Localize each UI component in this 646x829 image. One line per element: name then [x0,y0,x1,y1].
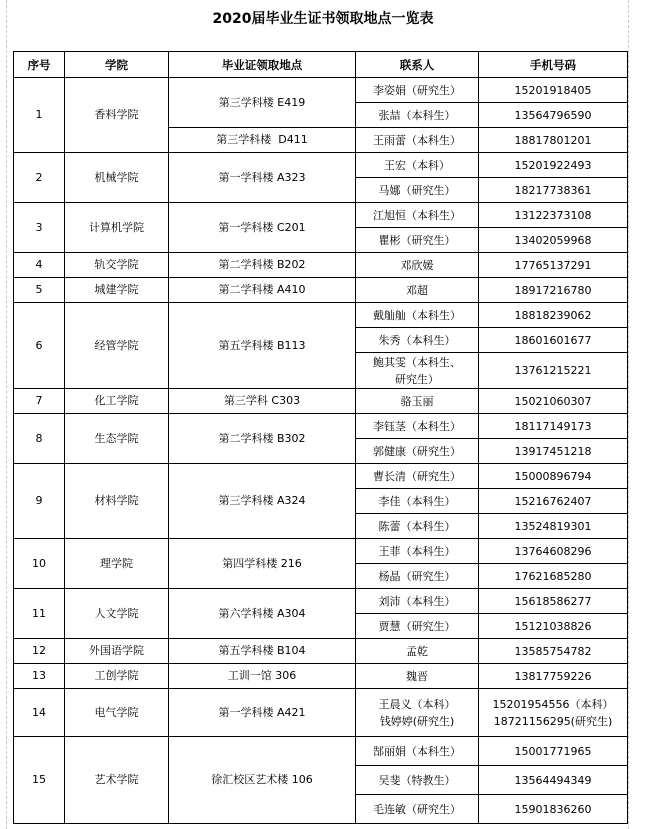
cell-phone: 13761215221 [479,353,628,389]
table-row [14,464,628,489]
cell-phone: 13917451218 [479,439,628,464]
table-row [14,689,628,737]
table-row [14,153,628,178]
cell-no: 15 [14,737,65,824]
cell-college: 工创学院 [65,664,169,689]
cell-no: 14 [14,689,65,737]
cell-college: 经管学院 [65,303,169,389]
cell-contact: 李佳（本科生） [356,489,479,514]
cell-phone: 18917216780 [479,278,628,303]
cell-location: 第三学科 C303 [169,389,356,414]
cell-location: 第三学科楼 A324 [169,464,356,539]
cell-phone: 17621685280 [479,564,628,589]
table-row [14,737,628,766]
table-row [14,639,628,664]
cell-contact: 江旭恒（本科生） [356,203,479,228]
cell-location: 第二学科楼 B302 [169,414,356,464]
cell-contact: 王菲（本科生） [356,539,479,564]
cell-college: 轨交学院 [65,253,169,278]
cell-contact: 李姿娟（研究生） [356,78,479,103]
cell-no: 3 [14,203,65,253]
cell-phone: 18117149173 [479,414,628,439]
table-row [14,389,628,414]
cell-no: 11 [14,589,65,639]
cell-phone: 13122373108 [479,203,628,228]
cell-no: 8 [14,414,65,464]
cell-phone: 13402059968 [479,228,628,253]
cell-phone: 15201918405 [479,78,628,103]
cell-phone: 15201922493 [479,153,628,178]
cell-location: 第六学科楼 A304 [169,589,356,639]
header-no: 序号 [14,52,65,78]
cell-location: 第三学科楼 D411 [169,128,356,153]
cell-contact: 鲍其雯（本科生、 研究生） [356,353,479,389]
cell-contact: 毛连敏（研究生） [356,795,479,824]
cell-contact: 贾慧（研究生） [356,614,479,639]
cell-contact: 朱秀（本科生） [356,328,479,353]
cell-college: 机械学院 [65,153,169,203]
cell-phone: 13817759226 [479,664,628,689]
cell-location: 第二学科楼 A410 [169,278,356,303]
cell-phone: 15201954556（本科） 18721156295(研究生) [479,689,628,737]
cell-contact: 马娜（研究生） [356,178,479,203]
cell-contact: 王宏（本科） [356,153,479,178]
cell-contact: 瞿彬（研究生） [356,228,479,253]
cell-contact: 王晨义（本科） 钱婷婷(研究生) [356,689,479,737]
cell-phone: 15001771965 [479,737,628,766]
cell-college: 计算机学院 [65,203,169,253]
cell-location: 第四学科楼 216 [169,539,356,589]
cell-no: 13 [14,664,65,689]
cell-college: 电气学院 [65,689,169,737]
cell-contact: 刘沛（本科生） [356,589,479,614]
cell-no: 10 [14,539,65,589]
cell-phone: 15121038826 [479,614,628,639]
header-contact: 联系人 [356,52,479,78]
cell-phone: 15618586277 [479,589,628,614]
cell-contact: 王雨蕾（本科生） [356,128,479,153]
cell-college: 材料学院 [65,464,169,539]
cell-contact: 杨晶（研究生） [356,564,479,589]
cell-phone: 13585754782 [479,639,628,664]
cell-phone: 15000896794 [479,464,628,489]
cell-location: 第一学科楼 A323 [169,153,356,203]
cell-phone: 18217738361 [479,178,628,203]
cell-location: 第二学科楼 B202 [169,253,356,278]
cell-no: 6 [14,303,65,389]
cell-no: 9 [14,464,65,539]
cell-no: 5 [14,278,65,303]
cell-contact: 邓超 [356,278,479,303]
table-row [14,78,628,103]
cell-no: 7 [14,389,65,414]
cell-college: 生态学院 [65,414,169,464]
cell-phone: 13564494349 [479,766,628,795]
cell-college: 人文学院 [65,589,169,639]
cell-location: 工训一馆 306 [169,664,356,689]
page-title: 2020届毕业生证书领取地点一览表 [212,11,434,27]
table-row [14,278,628,303]
cell-contact: 戴舢舢（本科生） [356,303,479,328]
cell-phone: 18601601677 [479,328,628,353]
cell-phone: 18817801201 [479,128,628,153]
cell-phone: 15021060307 [479,389,628,414]
cell-contact: 吴斐（特教生） [356,766,479,795]
cell-location: 第一学科楼 A421 [169,689,356,737]
header-row [14,52,628,78]
table-row [14,203,628,228]
cell-phone: 13764608296 [479,539,628,564]
table-row [14,539,628,564]
cell-phone: 15216762407 [479,489,628,514]
cell-college: 城建学院 [65,278,169,303]
cell-location: 第三学科楼 E419 [169,78,356,128]
cell-contact: 骆玉丽 [356,389,479,414]
cell-contact: 李钰茎（本科生） [356,414,479,439]
cell-college: 化工学院 [65,389,169,414]
header-location: 毕业证领取地点 [169,52,356,78]
cell-contact: 陈蕾（本科生） [356,514,479,539]
cell-phone: 13564796590 [479,103,628,128]
cell-phone: 15901836260 [479,795,628,824]
header-phone: 手机号码 [479,52,628,78]
cell-college: 理学院 [65,539,169,589]
cell-college: 外国语学院 [65,639,169,664]
cell-no: 12 [14,639,65,664]
cell-college: 香料学院 [65,78,169,153]
cell-location: 第五学科楼 B104 [169,639,356,664]
cell-contact: 邓欣媛 [356,253,479,278]
cell-contact: 张喆（本科生） [356,103,479,128]
cell-contact: 郜丽娟（本科生） [356,737,479,766]
cell-phone: 18818239062 [479,303,628,328]
cell-location: 第五学科楼 B113 [169,303,356,389]
cell-no: 1 [14,78,65,153]
cell-contact: 曹长清（研究生） [356,464,479,489]
cell-phone: 17765137291 [479,253,628,278]
cell-no: 4 [14,253,65,278]
cell-contact: 孟乾 [356,639,479,664]
table-row [14,303,628,328]
cell-location: 徐汇校区艺术楼 106 [169,737,356,824]
pickup-table [13,51,628,824]
cell-contact: 魏晋 [356,664,479,689]
header-college: 学院 [65,52,169,78]
cell-contact: 郭健康（研究生） [356,439,479,464]
table-row [14,589,628,614]
cell-phone: 13524819301 [479,514,628,539]
cell-no: 2 [14,153,65,203]
cell-college: 艺术学院 [65,737,169,824]
cell-location: 第一学科楼 C201 [169,203,356,253]
table-body [14,78,628,824]
table-row [14,664,628,689]
table-row [14,414,628,439]
table-row [14,253,628,278]
